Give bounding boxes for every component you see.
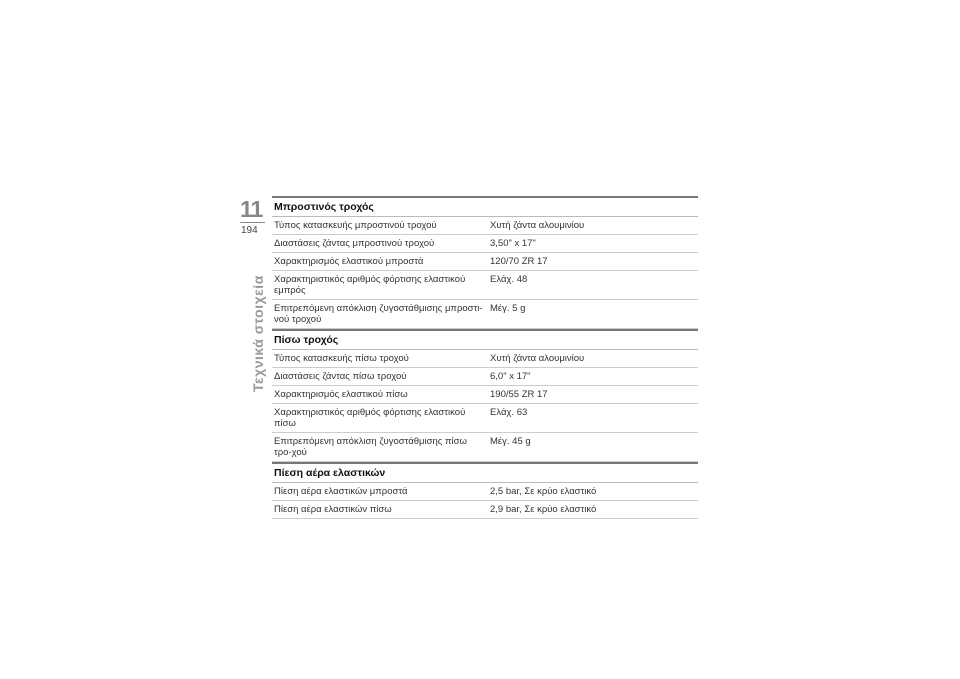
row-label: Επιτρεπόμενη απόκλιση ζυγοστάθμισης μπροστι-νού τροχού	[274, 303, 483, 325]
row-label: Επιτρεπόμενη απόκλιση ζυγοστάθμισης πίσω τρο-χού	[274, 436, 467, 458]
row-value: 3,50" x 17"	[490, 238, 536, 249]
table-row	[272, 404, 698, 433]
specs-table	[272, 196, 698, 519]
row-value: 2,9 bar, Σε κρύο ελαστικό	[490, 504, 597, 515]
chapter-number: 11	[240, 196, 263, 222]
page-number: 194	[241, 225, 258, 236]
table-row	[272, 253, 698, 271]
table-row	[272, 368, 698, 386]
row-value: 2,5 bar, Σε κρύο ελαστικό	[490, 486, 597, 497]
row-label: Διαστάσεις ζάντας πίσω τροχού	[274, 371, 407, 382]
table-row	[272, 300, 698, 329]
row-value: Χυτή ζάντα αλουμινίου	[490, 353, 585, 364]
row-value: Μέγ. 45 g	[490, 436, 531, 447]
table-row	[272, 501, 698, 519]
table-row	[272, 235, 698, 253]
row-value: Ελάχ. 63	[490, 407, 528, 418]
table-row	[272, 386, 698, 404]
row-label: Χαρακτηρισμός ελαστικού μπροστά	[274, 256, 424, 267]
row-label: Χαρακτηριστικός αριθμός φόρτισης ελαστικού εμπρός	[274, 274, 466, 296]
section-heading: Μπροστινός τροχός	[272, 196, 698, 217]
table-row	[272, 350, 698, 368]
row-label: Χαρακτηρισμός ελαστικού πίσω	[274, 389, 408, 400]
row-value: 190/55 ZR 17	[490, 389, 548, 400]
row-value: Ελάχ. 48	[490, 274, 528, 285]
row-value: 6,0" x 17"	[490, 371, 531, 382]
row-label: Πίεση αέρα ελαστικών μπροστά	[274, 486, 408, 497]
table-row	[272, 483, 698, 501]
row-label: Τύπος κατασκευής μπροστινού τροχού	[274, 220, 437, 231]
section-heading: Πίεση αέρα ελαστικών	[272, 462, 698, 483]
row-label: Διαστάσεις ζάντας μπροστινού τροχού	[274, 238, 435, 249]
row-value: Μέγ. 5 g	[490, 303, 526, 314]
table-row	[272, 271, 698, 300]
row-value: 120/70 ZR 17	[490, 256, 548, 267]
table-row	[272, 433, 698, 462]
row-value: Χυτή ζάντα αλουμινίου	[490, 220, 585, 231]
row-label: Τύπος κατασκευής πίσω τροχού	[274, 353, 409, 364]
section-heading: Πίσω τροχός	[272, 329, 698, 350]
table-row	[272, 217, 698, 235]
chapter-divider	[240, 222, 265, 223]
chapter-title: Τεχνικά στοιχεία	[250, 275, 266, 392]
row-label: Πίεση αέρα ελαστικών πίσω	[274, 504, 392, 515]
row-label: Χαρακτηριστικός αριθμός φόρτισης ελαστικού πίσω	[274, 407, 466, 429]
